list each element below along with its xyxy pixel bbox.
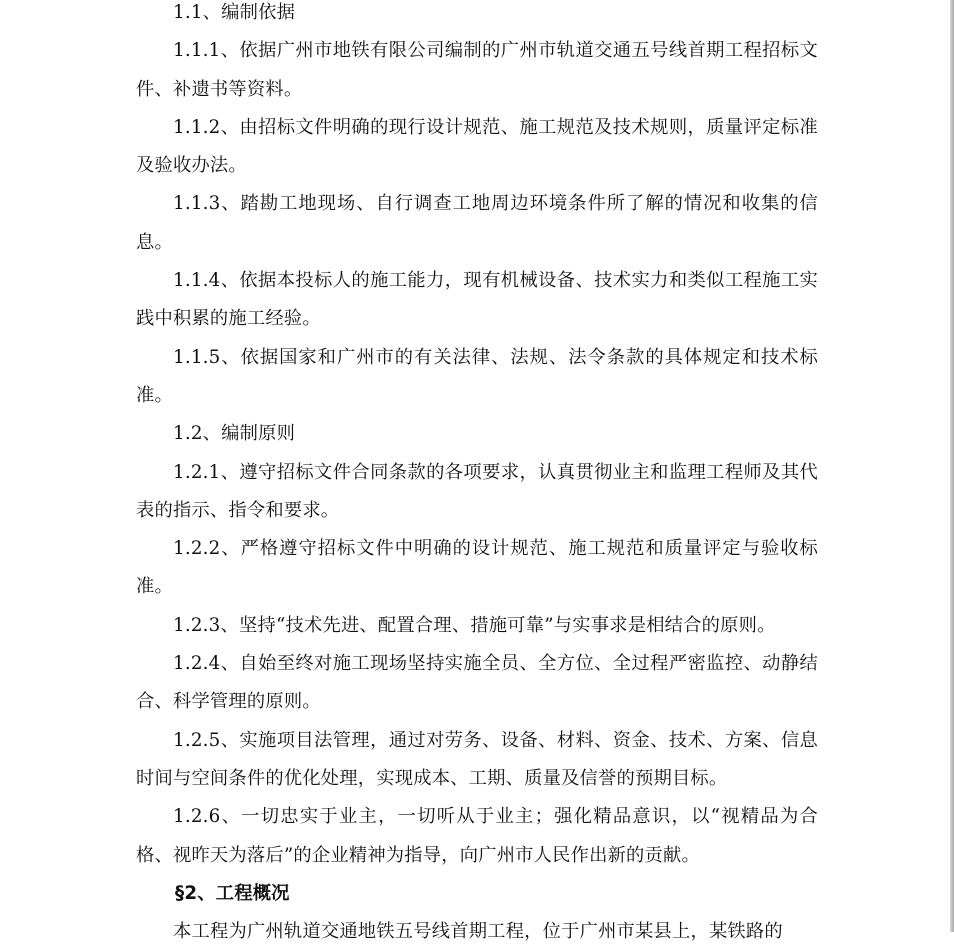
page-edge bbox=[950, 0, 954, 932]
paragraph-1-2-5: 1.2.5、实施项目法管理，通过对劳务、设备、材料、资金、技术、方案、信息时间与空间条件的优化处理，实现成本、工期、质量及信誉的预期目标。 bbox=[136, 729, 818, 789]
paragraph-1-1-1: 1.1.1、依据广州市地铁有限公司编制的广州市轨道交通五号线首期工程招标文件、补遗书等资料。 bbox=[136, 40, 818, 100]
paragraph-1-1-5: 1.1.5、依据国家和广州市的有关法律、法规、法令条款的具体规定和技术标准。 bbox=[136, 346, 818, 406]
paragraph-1-2-1: 1.2.1、遵守招标文件合同条款的各项要求，认真贯彻业主和监理工程师及其代表的指示、指令和要求。 bbox=[136, 461, 818, 521]
paragraph-1-2-6: 1.2.6、一切忠实于业主，一切听从于业主；强化精品意识，以“视精品为合格、视昨天为落后”的企业精神为指导，向广州市人民作出新的贡献。 bbox=[136, 806, 818, 866]
paragraph-1-2-3: 1.2.3、坚持“技术先进、配置合理、措施可靠”与实事求是相结合的原则。 bbox=[173, 614, 776, 636]
document-body bbox=[136, 0, 818, 951]
paragraph-project-overview: 本工程为广州轨道交通地铁五号线首期工程，位于广州市某县上，某铁路的 bbox=[173, 921, 783, 943]
paragraph-1-1-3: 1.1.3、踏勘工地现场、自行调查工地周边环境条件所了解的情况和收集的信息。 bbox=[136, 193, 818, 253]
paragraph-1-1-4: 1.1.4、依据本投标人的施工能力，现有机械设备、技术实力和类似工程施工实践中积累的施工经验。 bbox=[136, 270, 818, 330]
section-heading: §2、工程概况 bbox=[175, 882, 290, 904]
paragraph-1-2-4: 1.2.4、自始至终对施工现场坚持实施全员、全方位、全过程严密监控、动静结合、科学管理的原则。 bbox=[136, 653, 818, 713]
heading-1-2: 1.2、编制原则 bbox=[173, 423, 296, 445]
heading-1-1: 1.1、编制依据 bbox=[173, 2, 296, 23]
paragraph-1-2-2: 1.2.2、严格遵守招标文件中明确的设计规范、施工规范和质量评定与验收标准。 bbox=[136, 538, 818, 598]
paragraph-1-1-2: 1.1.2、由招标文件明确的现行设计规范、施工规范及技术规则，质量评定标准及验收办法。 bbox=[136, 116, 818, 177]
